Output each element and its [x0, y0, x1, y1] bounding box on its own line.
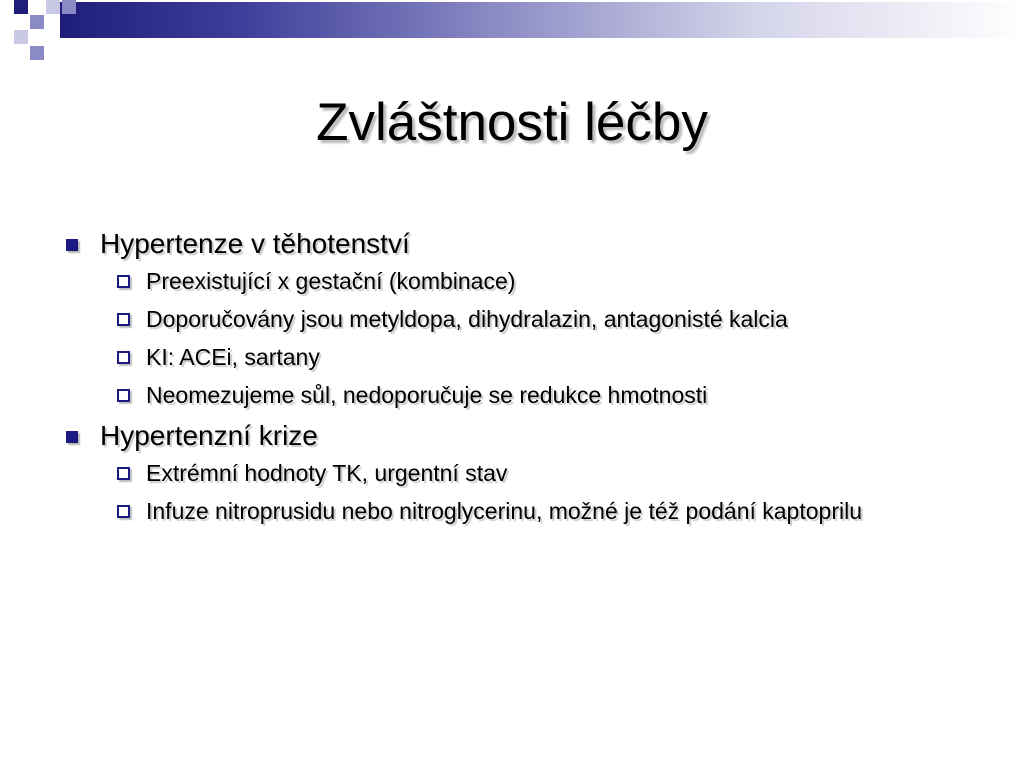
decor-square: [30, 15, 44, 29]
hollow-square-bullet-icon: [117, 389, 130, 402]
list-item-text: Preexistující x gestační (kombinace): [146, 268, 516, 294]
list-item-text: Infuze nitroprusidu nebo nitroglycerinu, možné je též podání kaptoprilu: [146, 498, 862, 524]
list-item-level2: [62, 266, 982, 296]
list-item-level2: [62, 304, 982, 334]
square-bullet-icon: [66, 239, 78, 251]
section-hypertension-pregnancy: [62, 226, 982, 410]
hollow-square-bullet-icon: [117, 351, 130, 364]
section-heading: Hypertenzní krize: [100, 420, 318, 451]
list-item-level1: [62, 226, 982, 262]
list-item-level1: [62, 418, 982, 454]
square-bullet-icon: [66, 431, 78, 443]
section-hypertensive-crisis: [62, 418, 982, 526]
hollow-square-bullet-icon: [117, 275, 130, 288]
list-item-level2: [62, 496, 982, 526]
decor-square: [30, 46, 44, 60]
bullet-list: [62, 226, 982, 534]
section-heading: Hypertenze v těhotenství: [100, 228, 410, 259]
list-item-level2: [62, 380, 982, 410]
hollow-square-bullet-icon: [117, 505, 130, 518]
list-item-level2: [62, 458, 982, 488]
slide-title: Zvláštnosti léčby: [316, 93, 708, 152]
list-item-text: Doporučovány jsou metyldopa, dihydralazin, antagonisté kalcia: [146, 306, 788, 332]
decor-square: [62, 0, 76, 14]
decor-square: [46, 0, 60, 14]
decor-square: [14, 0, 28, 14]
list-item-text: Extrémní hodnoty TK, urgentní stav: [146, 460, 508, 486]
list-item-text: Neomezujeme sůl, nedoporučuje se redukce hmotnosti: [146, 382, 708, 408]
list-item-level2: [62, 342, 982, 372]
list-item-text: KI: ACEi, sartany: [146, 344, 320, 370]
header-gradient-bar: [60, 2, 1024, 38]
decorative-header-band: [0, 0, 1024, 40]
hollow-square-bullet-icon: [117, 467, 130, 480]
hollow-square-bullet-icon: [117, 313, 130, 326]
decor-square: [14, 30, 28, 44]
